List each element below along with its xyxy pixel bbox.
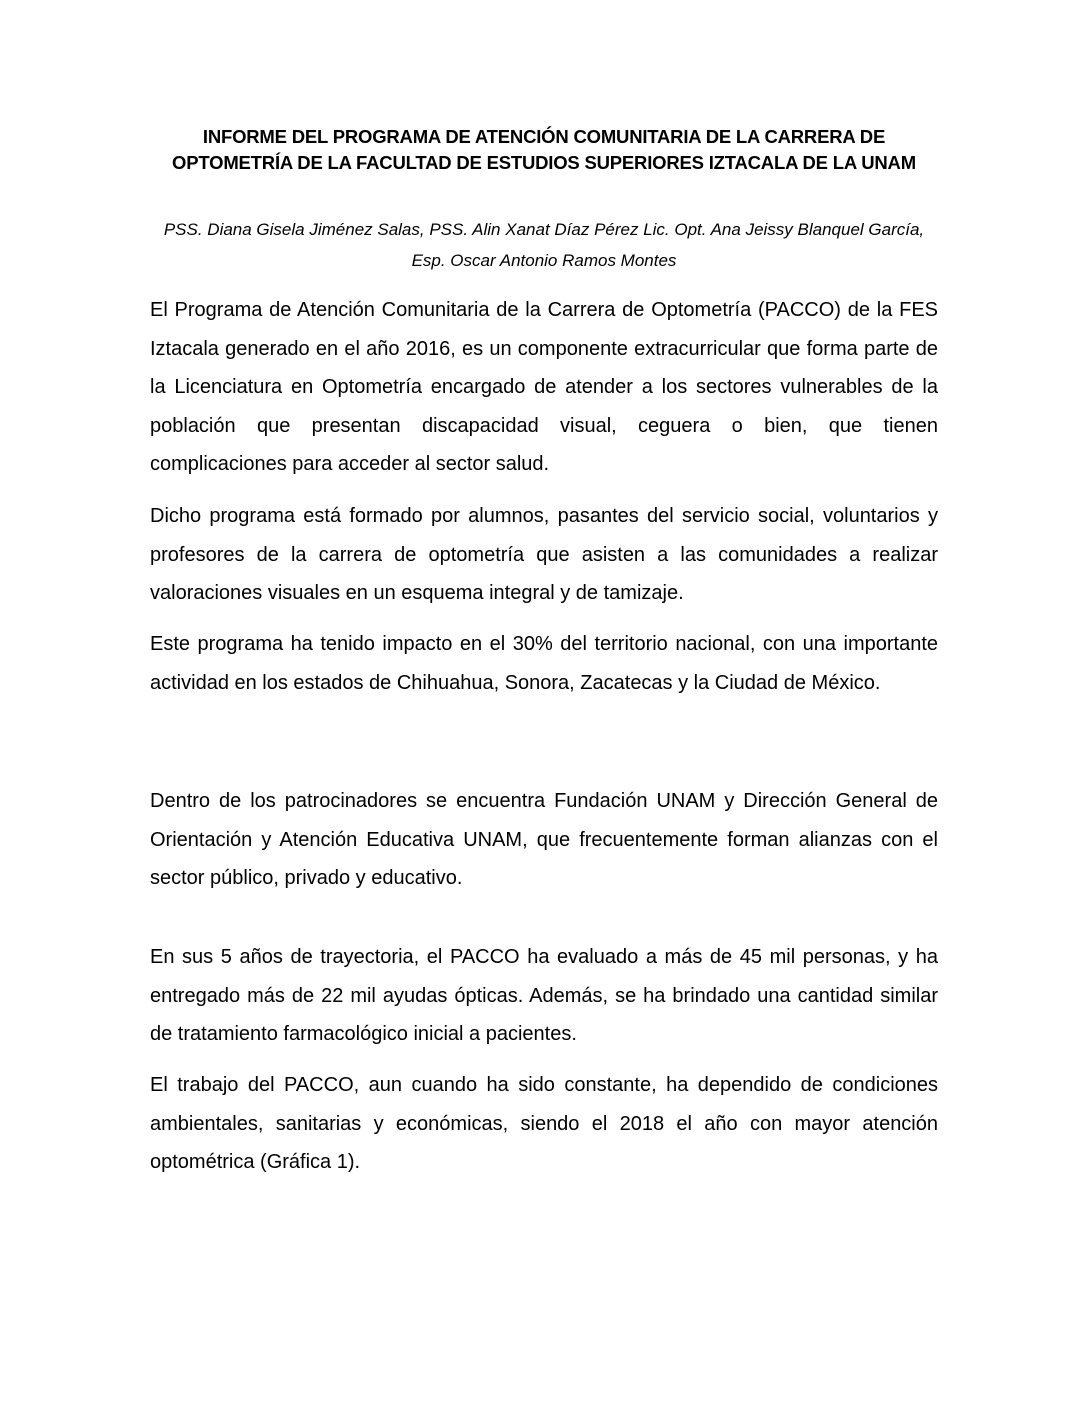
- paragraph-sponsors: Dentro de los patrocinadores se encuentra Fundación UNAM y Dirección General de Orientación y Atención Educativa UNAM, que frecuentemente forman alianzas con el sector público, privado y educativo.: [150, 790, 938, 889]
- document-authors: PSS. Diana Gisela Jiménez Salas, PSS. Alin Xanat Díaz Pérez Lic. Opt. Ana Jeissy Blanquel García, Esp. Oscar Antonio Ramos Montes: [163, 220, 925, 270]
- paragraph-impact: Este programa ha tenido impacto en el 30% del territorio nacional, con una importante actividad en los estados de Chihuahua, Sonora, Zacatecas y la Ciudad de México.: [150, 633, 938, 694]
- document-title: INFORME DEL PROGRAMA DE ATENCIÓN COMUNITARIA DE LA CARRERA DE OPTOMETRÍA DE LA FACULTAD DE ESTUDIOS SUPERIORES IZTACALA DE LA UNAM: [172, 126, 916, 173]
- paragraph-members: Dicho programa está formado por alumnos, pasantes del servicio social, voluntarios y profesores de la carrera de optometría que asisten a las comunidades a realizar valoraciones visuales en un esquema integral y de tamizaje.: [150, 505, 938, 604]
- paragraph-conditions: El trabajo del PACCO, aun cuando ha sido constante, ha dependido de condiciones ambientales, sanitarias y económicas, siendo el 2018 el año con mayor atención optométrica (Gráfica 1).: [150, 1074, 938, 1173]
- paragraph-intro: El Programa de Atención Comunitaria de la Carrera de Optometría (PACCO) de la FES Iztacala generado en el año 2016, es un componente extracurricular que forma parte de la Licenciatura en Optometría encargado de atender a los sectores vulnerables de la población que presentan discapacidad visual, ceguera o bien, que tienen complicaciones para acceder al sector salud.: [150, 299, 938, 475]
- paragraph-trajectory: En sus 5 años de trayectoria, el PACCO ha evaluado a más de 45 mil personas, y ha entregado más de 22 mil ayudas ópticas. Además, se ha brindado una cantidad similar de tratamiento farmacológico inicial a pacientes.: [150, 946, 938, 1045]
